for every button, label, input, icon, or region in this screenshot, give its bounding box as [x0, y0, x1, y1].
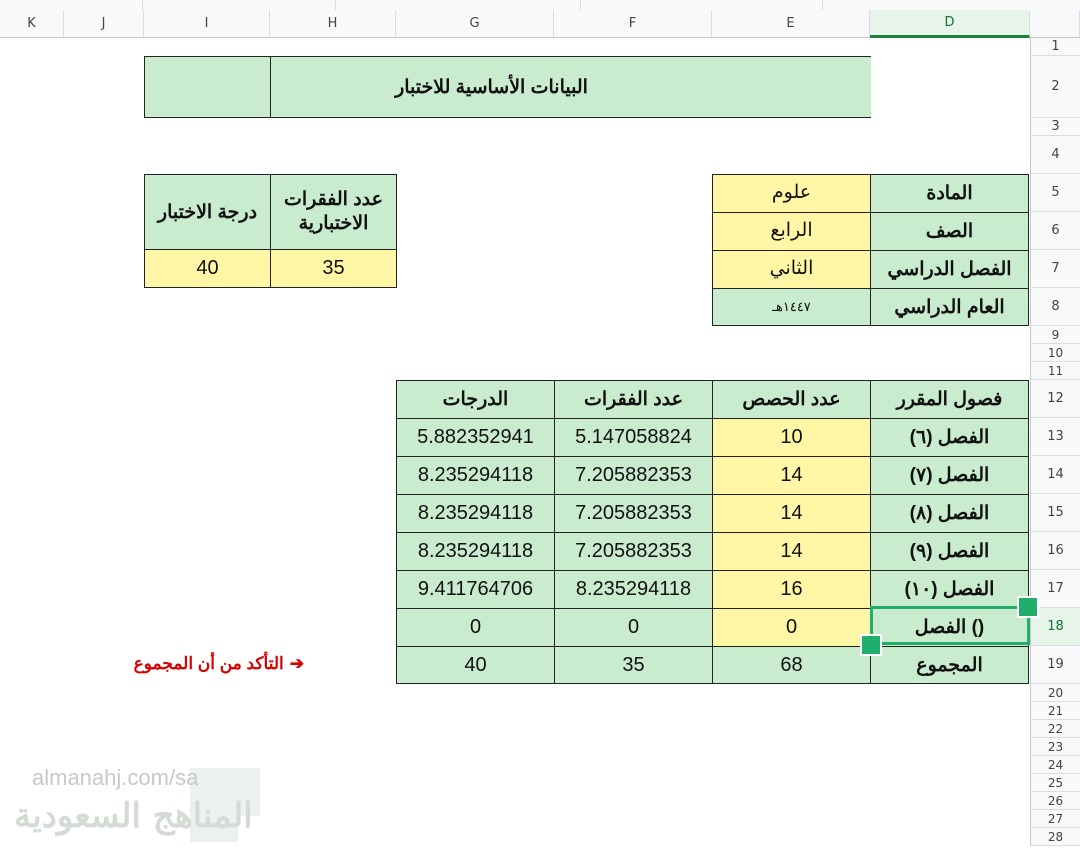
column-header-h[interactable]: H — [270, 10, 396, 38]
row-header[interactable]: 24 — [1030, 756, 1080, 774]
total-items-cell[interactable]: 35 — [554, 646, 713, 684]
row-marks-cell[interactable]: 8.235294118 — [396, 532, 555, 571]
strip-divider — [822, 0, 823, 10]
column-header-j[interactable]: J — [64, 10, 144, 38]
row-header[interactable]: 23 — [1030, 738, 1080, 756]
total-label-cell[interactable]: المجموع — [870, 646, 1029, 684]
row-chapter-cell[interactable]: الفصل (٩) — [870, 532, 1029, 571]
column-header-d[interactable]: D — [870, 10, 1030, 38]
exam-items-label[interactable]: عدد الفقرات الاختبارية — [270, 174, 397, 250]
column-header-k[interactable]: K — [0, 10, 64, 38]
exam-score-value[interactable]: 40 — [144, 249, 271, 288]
selection-handle-top[interactable] — [1017, 596, 1039, 618]
semester-value-cell[interactable]: الثاني — [712, 250, 871, 289]
row-items-cell[interactable]: 8.235294118 — [554, 570, 713, 609]
row-marks-cell[interactable]: 8.235294118 — [396, 456, 555, 495]
row-header[interactable]: 10 — [1030, 344, 1080, 362]
row-header[interactable]: 7 — [1030, 250, 1080, 288]
arrow-right-icon: ➔ — [289, 654, 304, 673]
watermark-logo-text: المناهج السعودية — [14, 796, 253, 836]
row-header[interactable]: 26 — [1030, 792, 1080, 810]
row-chapter-cell[interactable]: الفصل (٨) — [870, 494, 1029, 533]
row-header[interactable]: 17 — [1030, 570, 1080, 608]
row-chapter-cell[interactable]: الفصل (١٠) — [870, 570, 1029, 609]
strip-divider — [142, 0, 143, 10]
row-lessons-cell[interactable]: 10 — [712, 418, 871, 457]
row-items-cell[interactable]: 5.147058824 — [554, 418, 713, 457]
row-header[interactable]: 2 — [1030, 56, 1080, 118]
row-lessons-cell[interactable]: 0 — [712, 608, 871, 647]
row-header[interactable]: 6 — [1030, 212, 1080, 250]
row-chapter-cell[interactable]: الفصل () — [870, 608, 1029, 647]
row-header[interactable]: 4 — [1030, 136, 1080, 174]
banner-title[interactable]: البيانات الأساسية للاختبار — [270, 56, 713, 118]
red-note — [133, 650, 304, 678]
selection-handle-bottom[interactable] — [860, 634, 882, 656]
row-header-selected[interactable]: 18 — [1030, 608, 1080, 646]
row-header[interactable]: 19 — [1030, 646, 1080, 684]
row-header[interactable]: 15 — [1030, 494, 1080, 532]
subject-value-cell[interactable]: علوم — [712, 174, 871, 213]
grade-label-cell[interactable]: الصف — [870, 212, 1029, 251]
row-items-cell[interactable]: 7.205882353 — [554, 532, 713, 571]
year-label-cell[interactable]: العام الدراسي — [870, 288, 1029, 326]
row-lessons-cell[interactable]: 14 — [712, 456, 871, 495]
row-header[interactable]: 9 — [1030, 326, 1080, 344]
row-items-cell[interactable]: 7.205882353 — [554, 456, 713, 495]
column-header-i[interactable]: I — [144, 10, 270, 38]
row-header[interactable]: 27 — [1030, 810, 1080, 828]
row-header[interactable]: 8 — [1030, 288, 1080, 326]
total-marks-cell[interactable]: 40 — [396, 646, 555, 684]
corner-header[interactable] — [1030, 10, 1080, 38]
table-header-marks[interactable]: الدرجات — [396, 380, 555, 419]
row-header[interactable]: 11 — [1030, 362, 1080, 380]
note-text: التأكد من أن المجموع — [133, 654, 284, 673]
exam-score-label[interactable]: درجة الاختبار — [144, 174, 271, 250]
column-header-f[interactable]: F — [554, 10, 712, 38]
row-marks-cell[interactable]: 8.235294118 — [396, 494, 555, 533]
row-header[interactable]: 16 — [1030, 532, 1080, 570]
row-chapter-cell[interactable]: الفصل (٦) — [870, 418, 1029, 457]
strip-divider — [580, 0, 581, 10]
table-header-lessons[interactable]: عدد الحصص — [712, 380, 871, 419]
row-header[interactable]: 21 — [1030, 702, 1080, 720]
strip-divider — [335, 0, 336, 10]
row-lessons-cell[interactable]: 14 — [712, 494, 871, 533]
subject-label-cell[interactable]: المادة — [870, 174, 1029, 213]
row-header[interactable]: 13 — [1030, 418, 1080, 456]
banner-cell-right[interactable] — [712, 56, 871, 118]
year-value-cell[interactable]: ١٤٤٧هـ — [712, 288, 871, 326]
row-lessons-cell[interactable]: 14 — [712, 532, 871, 571]
row-marks-cell[interactable]: 5.882352941 — [396, 418, 555, 457]
row-header[interactable]: 25 — [1030, 774, 1080, 792]
row-lessons-cell[interactable]: 16 — [712, 570, 871, 609]
row-chapter-cell[interactable]: الفصل (٧) — [870, 456, 1029, 495]
watermark-url: almanahj.com/sa — [32, 765, 199, 790]
row-marks-cell[interactable]: 9.411764706 — [396, 570, 555, 609]
row-header[interactable]: 12 — [1030, 380, 1080, 418]
row-header[interactable]: 1 — [1030, 38, 1080, 56]
table-header-chapter[interactable]: فصول المقرر — [870, 380, 1029, 419]
top-strip — [0, 0, 1080, 10]
table-header-items[interactable]: عدد الفقرات — [554, 380, 713, 419]
exam-items-value[interactable]: 35 — [270, 249, 397, 288]
row-header[interactable]: 22 — [1030, 720, 1080, 738]
total-lessons-cell[interactable]: 68 — [712, 646, 871, 684]
row-marks-cell[interactable]: 0 — [396, 608, 555, 647]
grade-value-cell[interactable]: الرابع — [712, 212, 871, 251]
row-header[interactable]: 3 — [1030, 118, 1080, 136]
column-header-e[interactable]: E — [712, 10, 870, 38]
column-header-g[interactable]: G — [396, 10, 554, 38]
row-header[interactable]: 20 — [1030, 684, 1080, 702]
row-header[interactable]: 28 — [1030, 828, 1080, 846]
row-items-cell[interactable]: 7.205882353 — [554, 494, 713, 533]
banner-cell-left[interactable] — [144, 56, 271, 118]
semester-label-cell[interactable]: الفصل الدراسي — [870, 250, 1029, 289]
row-header[interactable]: 14 — [1030, 456, 1080, 494]
row-header[interactable]: 5 — [1030, 174, 1080, 212]
row-items-cell[interactable]: 0 — [554, 608, 713, 647]
